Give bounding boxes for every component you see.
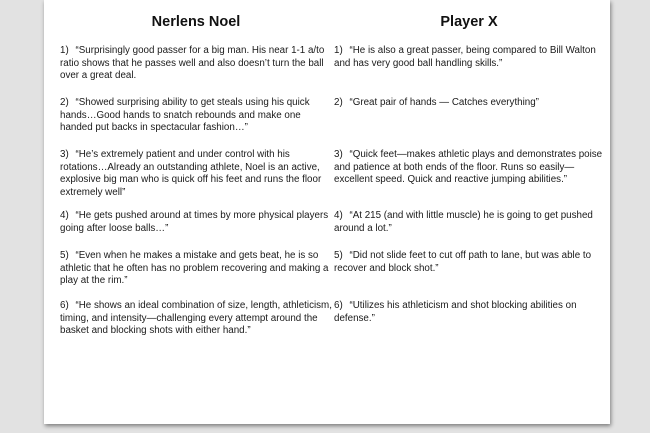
left-item-1: 1) “Surprisingly good passer for a big man. His near 1-1 a/to ratio shows that he passes well and also doesn’t turn the ball over a great deal. <box>60 45 325 82</box>
right-item-5: 5) “Did not slide feet to cut off path to lane, but was able to recover and block shot.” <box>334 250 592 274</box>
left-column-title: Nerlens Noel <box>151 14 241 30</box>
right-item-6: 6) “Utilizes his athleticism and shot blocking abilities on defense.” <box>334 300 577 324</box>
left-item-3: 3) “He’s extremely patient and under control with his rotations…Already an outstanding athlete, Noel is an active, explosive big man who is quick off his feet and runs the floor extremely well” <box>60 149 322 198</box>
right-item-4: 4) “At 215 (and with little muscle) he is going to get pushed around a lot.” <box>334 210 593 234</box>
left-item-4: 4) “He gets pushed around at times by more physical players going after loose balls…” <box>60 210 329 234</box>
right-item-1: 1) “He is also a great passer, being compared to Bill Walton and has very good ball handling skills.” <box>334 45 596 69</box>
right-column-title: Player X <box>440 14 498 30</box>
right-item-2: 2) “Great pair of hands — Catches everything” <box>334 97 539 108</box>
left-item-6: 6) “He shows an ideal combination of size, length, athleticism, timing, and intensity—challenging every attempt around the basket and blocking shots with either hand.” <box>60 300 332 337</box>
right-column <box>334 0 604 424</box>
left-column <box>60 0 332 424</box>
right-item-3: 3) “Quick feet—makes athletic plays and demonstrates poise and patience at both ends of the floor. Runs so easily—excellent speed. Quick and reactive jumping abilities.” <box>334 149 603 186</box>
document-page <box>44 0 610 424</box>
left-item-5: 5) “Even when he makes a mistake and gets beat, he is so athletic that he often has no problem recovering and making a play at the rim.” <box>60 250 329 287</box>
left-item-2: 2) “Showed surprising ability to get steals using his quick hands…Good hands to snatch rebounds and make one handed put backs in spectacular fashion…” <box>60 97 310 134</box>
